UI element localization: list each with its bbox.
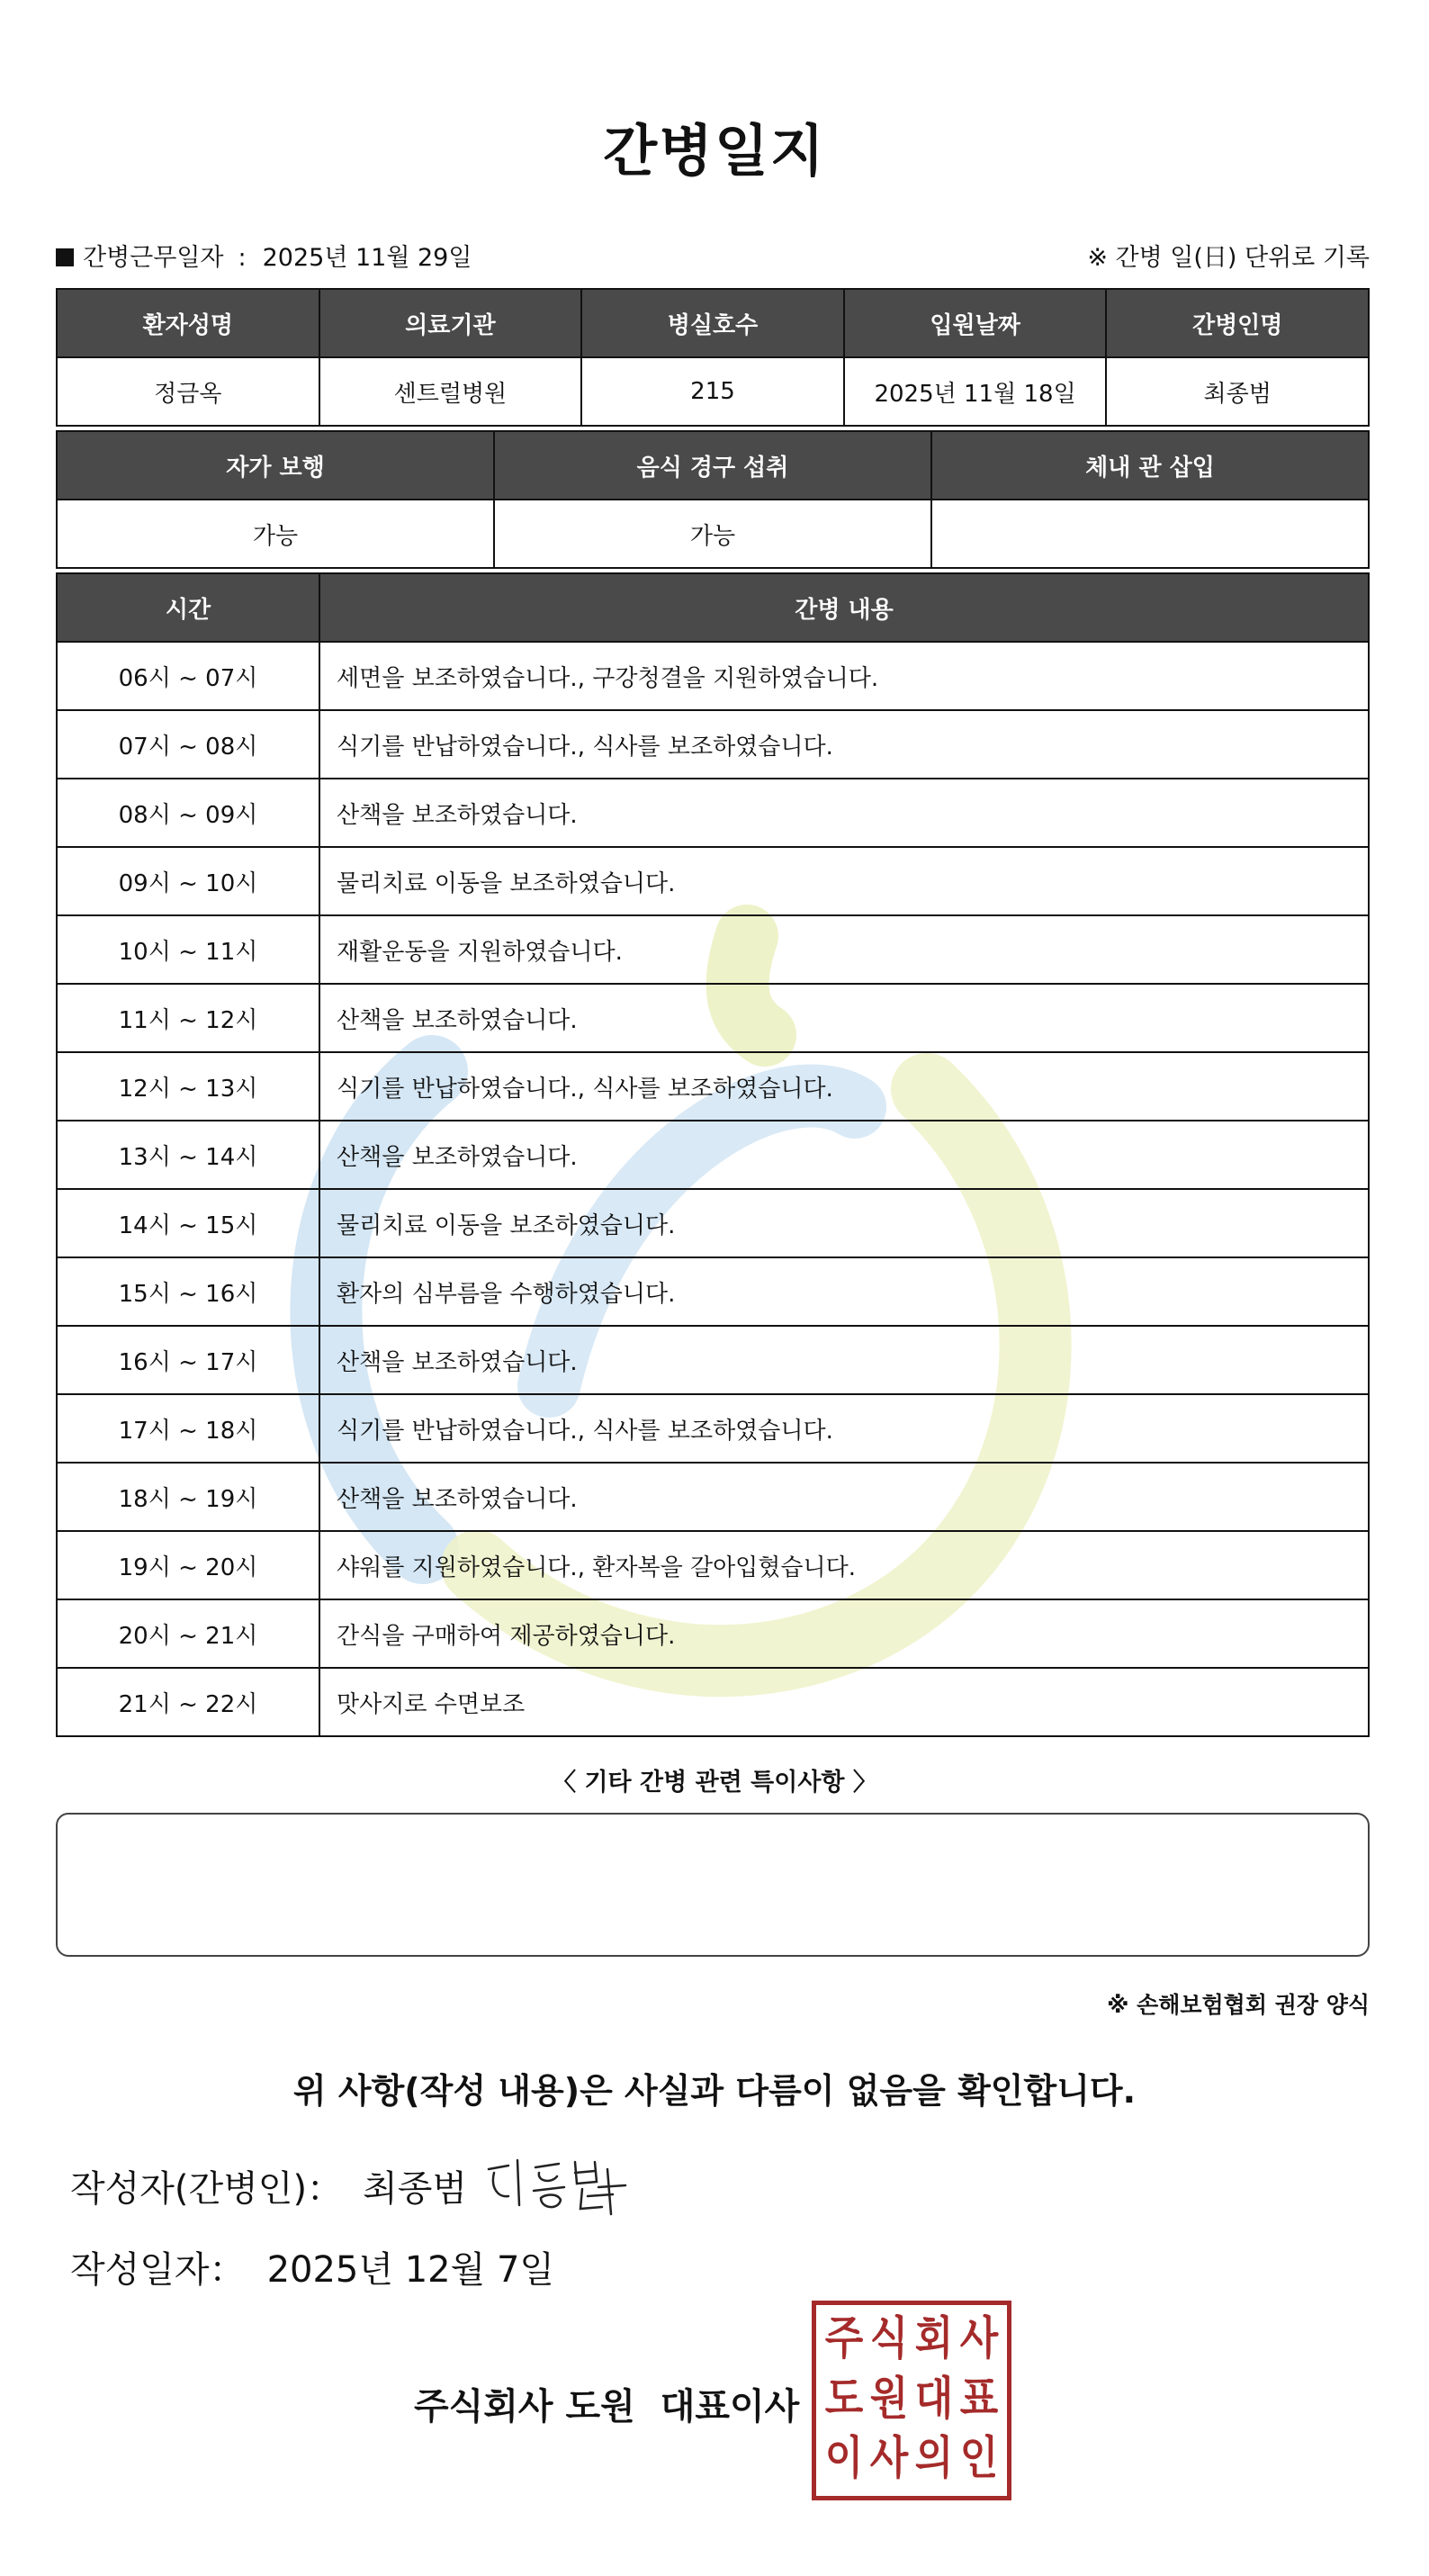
- work-date-value: 2025년 11월 29일: [262, 244, 472, 272]
- company-name: 주식회사 도원: [414, 2386, 635, 2427]
- writer-label: 작성자(간병인)：: [70, 2168, 344, 2210]
- seal-character: 식: [869, 2311, 909, 2365]
- row-time: 18시 ~ 19시: [57, 1463, 319, 1531]
- signature-image: [481, 2151, 634, 2223]
- special-notes-title: 〈 기타 간병 관련 특이사항 〉: [552, 1769, 877, 1797]
- table-row: [57, 1326, 1369, 1394]
- row-time: 12시 ~ 13시: [57, 1052, 319, 1121]
- seal-character: 의: [914, 2432, 954, 2485]
- row-content: 식기를 반납하였습니다., 식사를 보조하였습니다.: [319, 710, 1369, 779]
- header-caregiver-name: 간병인명: [1106, 289, 1369, 357]
- table-row: [57, 847, 1369, 915]
- row-content: 산책을 보조하였습니다.: [319, 984, 1369, 1052]
- table-row: [57, 915, 1369, 984]
- patient-status-table: [56, 430, 1370, 569]
- header-care-content: 간병 내용: [319, 573, 1369, 642]
- table-row: [57, 1531, 1369, 1599]
- row-content: 산책을 보조하였습니다.: [319, 1121, 1369, 1189]
- admission-date: 2025년 11월 18일: [844, 357, 1107, 426]
- header-room: 병실호수: [581, 289, 844, 357]
- table-row: [57, 642, 1369, 710]
- writer-line: [70, 2160, 467, 2211]
- seal-character: 표: [959, 2372, 999, 2426]
- self-walking-value: 가능: [57, 500, 494, 568]
- row-time: 19시 ~ 20시: [57, 1531, 319, 1599]
- row-content: 산책을 보조하였습니다.: [319, 1463, 1369, 1531]
- row-time: 09시 ~ 10시: [57, 847, 319, 915]
- row-content: 식기를 반납하였습니다., 식사를 보조하였습니다.: [319, 1052, 1369, 1121]
- row-time: 20시 ~ 21시: [57, 1599, 319, 1668]
- seal-character: 인: [959, 2432, 999, 2485]
- row-content: 간식을 구매하여 제공하였습니다.: [319, 1599, 1369, 1668]
- row-time: 21시 ~ 22시: [57, 1668, 319, 1736]
- seal-character: 원: [869, 2372, 909, 2426]
- table-row: [57, 779, 1369, 847]
- company-signature-line: [414, 2378, 799, 2429]
- written-date-label: 작성일자：: [70, 2249, 246, 2291]
- writer-name: 최종범: [363, 2168, 467, 2210]
- confirmation-statement: 위 사항(작성 내용)은 사실과 다름이 없음을 확인합니다.: [292, 2071, 1137, 2111]
- table-row: [57, 1189, 1369, 1257]
- seal-character: 대: [914, 2372, 954, 2426]
- table-row: [57, 1668, 1369, 1736]
- company-role: 대표이사: [660, 2386, 800, 2427]
- row-content: 식기를 반납하였습니다., 식사를 보조하였습니다.: [319, 1394, 1369, 1463]
- patient-info-table: [56, 288, 1370, 427]
- seal-character: 주: [824, 2311, 864, 2365]
- row-content: 산책을 보조하였습니다.: [319, 779, 1369, 847]
- header-tube-insertion: 체내 관 삽입: [931, 431, 1369, 500]
- tube-insertion-value: [931, 500, 1369, 568]
- row-time: 06시 ~ 07시: [57, 642, 319, 710]
- table-row: [57, 1257, 1369, 1326]
- written-date-value: 2025년 12월 7일: [266, 2249, 555, 2291]
- row-time: 11시 ~ 12시: [57, 984, 319, 1052]
- header-admission-date: 입원날짜: [844, 289, 1107, 357]
- table-row: [57, 1599, 1369, 1668]
- work-date: 간병근무일자 : 2025년 11월 29일: [56, 238, 472, 273]
- room-number: 215: [581, 357, 844, 426]
- row-content: 세면을 보조하였습니다., 구강청결을 지원하였습니다.: [319, 642, 1369, 710]
- table-row: [57, 1394, 1369, 1463]
- record-unit-note: ※ 간병 일(日) 단위로 기록: [1087, 244, 1370, 272]
- table-row: [57, 984, 1369, 1052]
- header-self-walking: 자가 보행: [57, 431, 494, 500]
- work-date-label: 간병근무일자: [83, 244, 224, 272]
- seal-character: 도: [824, 2372, 864, 2426]
- care-log-table: [56, 572, 1370, 1737]
- caregiver-name: 최종범: [1106, 357, 1369, 426]
- row-content: 재활운동을 지원하였습니다.: [319, 915, 1369, 984]
- row-time: 17시 ~ 18시: [57, 1394, 319, 1463]
- row-time: 07시 ~ 08시: [57, 710, 319, 779]
- row-content: 환자의 심부름을 수행하였습니다.: [319, 1257, 1369, 1326]
- row-content: 물리치료 이동을 보조하였습니다.: [319, 1189, 1369, 1257]
- table-row: [57, 1052, 1369, 1121]
- row-time: 14시 ~ 15시: [57, 1189, 319, 1257]
- square-bullet-icon: [56, 248, 74, 266]
- oral-intake-value: 가능: [494, 500, 931, 568]
- row-time: 16시 ~ 17시: [57, 1326, 319, 1394]
- seal-character: 이: [824, 2432, 864, 2485]
- seal-character: 사: [869, 2432, 909, 2485]
- written-date-line: [70, 2241, 554, 2292]
- table-row: [57, 710, 1369, 779]
- row-content: 물리치료 이동을 보조하였습니다.: [319, 847, 1369, 915]
- seal-character: 회: [914, 2311, 954, 2365]
- row-time: 13시 ~ 14시: [57, 1121, 319, 1189]
- row-content: 샤워를 지원하였습니다., 환자복을 갈아입혔습니다.: [319, 1531, 1369, 1599]
- row-content: 맛사지로 수면보조: [319, 1668, 1369, 1736]
- company-seal: [812, 2301, 1011, 2500]
- row-content: 산책을 보조하였습니다.: [319, 1326, 1369, 1394]
- document-title: 간병일지: [603, 118, 826, 184]
- header-hospital: 의료기관: [319, 289, 582, 357]
- table-row: [57, 1463, 1369, 1531]
- row-time: 08시 ~ 09시: [57, 779, 319, 847]
- recommended-form-note: ※ 손해보험협회 권장 양식: [1107, 1992, 1370, 2018]
- table-row: [57, 1121, 1369, 1189]
- special-notes-box: [56, 1813, 1370, 1957]
- seal-character: 사: [959, 2311, 999, 2365]
- patient-name: 정금옥: [57, 357, 319, 426]
- row-time: 15시 ~ 16시: [57, 1257, 319, 1326]
- header-time: 시간: [57, 573, 319, 642]
- header-oral-intake: 음식 경구 섭취: [494, 431, 931, 500]
- hospital: 센트럴병원: [319, 357, 582, 426]
- row-time: 10시 ~ 11시: [57, 915, 319, 984]
- header-patient-name: 환자성명: [57, 289, 319, 357]
